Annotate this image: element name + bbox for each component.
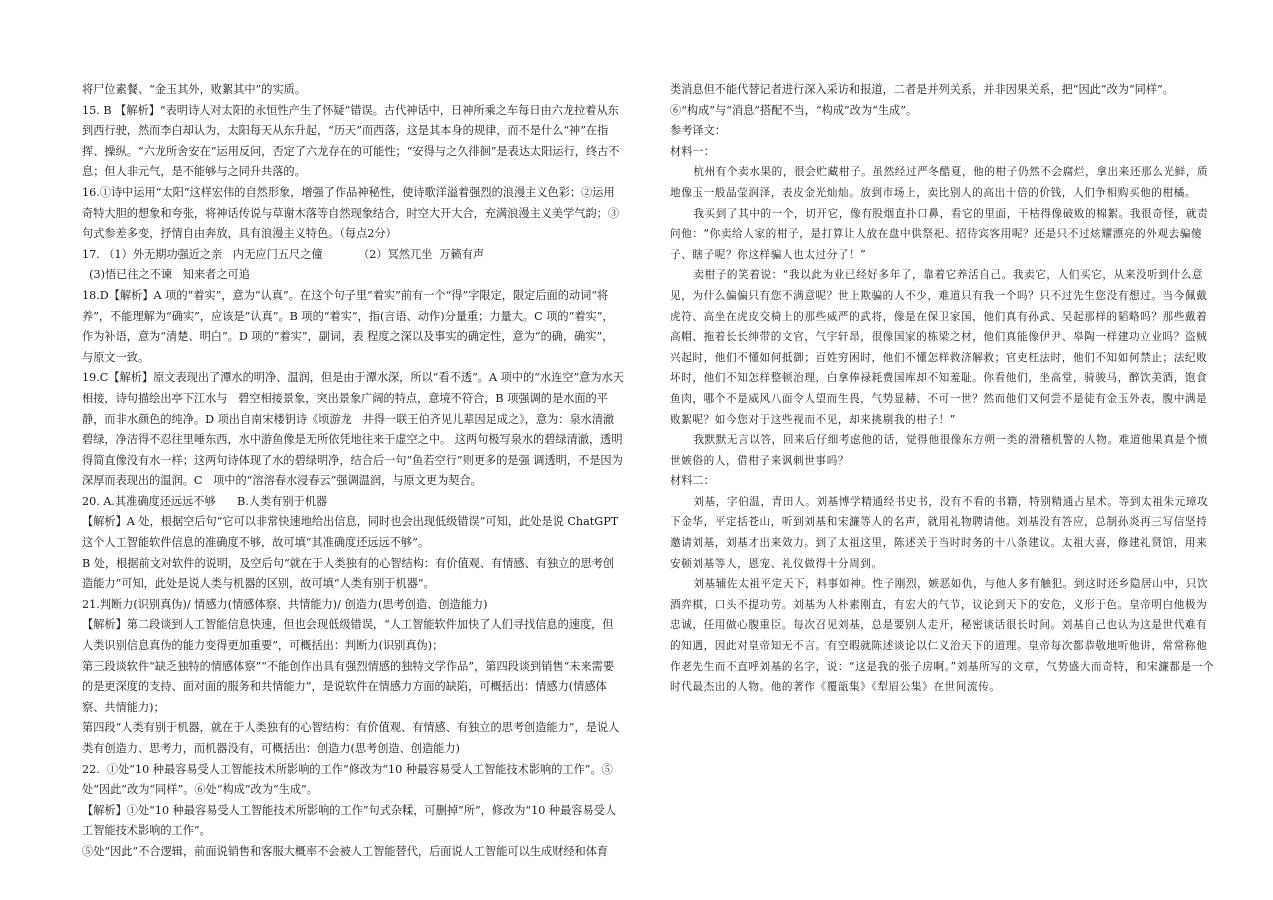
answer-paragraph: (3)悟已往之不谏 知来者之可追: [82, 268, 250, 282]
answer-paragraph: 【解析】A 处，根据空后句“它可以非常快速地给出信息，同时也会出现低级错误”可知，此处是说 ChatGPT 这个人工智能软件信息的准确度不够，故可填“其准确度还远远不够”。: [82, 515, 622, 550]
answer-paragraph: 21.判断力(识别真伪)/ 情感力(情感体察、共情能力)/ 创造力(思考创造、创造能力): [82, 597, 488, 611]
left-column: [82, 80, 624, 863]
answer-paragraph: 第四段“人类有别于机器，就在于人类独有的心智结构：有价值观、有情感、有独立的思考创造能力”，是说人类有创造力、思考力，而机器没有，可概括出：创造力(思考创造、创造能力): [82, 721, 620, 755]
answer-paragraph: 18.D【解析】A 项的“着实”，意为“认真”。在这个句子里“着实”前有一个“得”字限定，限定后面的动词“将养”，不能理解为“确实”，应该是“认真”。B 项的“着实”，指(言语、动作)分量重；力量大。C 项的“着实”，作为补语，意为“清楚、明白”。D 项的“着实”，副词，表 程度之深以及事实的确定性，意为“的确，确实”，与原文一致。: [82, 288, 614, 364]
answer-paragraph: 将尸位素餐、“金玉其外，败絮其中”的实质。: [82, 83, 307, 96]
translation-paragraph: 我买到了其中的一个，切开它，像有股烟直扑口鼻，看它的里面，干枯得像破败的棉絮。我很奇怪，就责问他：“你卖给人家的柑子，是打算让人放在盘中供祭祀、招待宾客用呢？还是只不过炫耀漂亮的外观去骗傻子、瞎子呢？你这样骗人也太过分了！”: [670, 207, 1209, 261]
answer-paragraph: 15. B 【解析】“表明诗人对太阳的永恒性产生了怀疑”错误。古代神话中，日神所乘之车每日由六龙拉着从东到西行驶，然而李白却认为，太阳每天从东升起，“历天”而西落，这是其本身的规律，而不是什么“神”在指挥、操纵。“六龙所舍安在”运用反问，否定了六龙存在的可能性；“安得与之久徘徊”是表达太阳运行，终古不息；但人非元气，是不能够与之同升共落的。: [82, 103, 620, 179]
answer-paragraph: 【解析】①处“10 种最容易受人工智能技术所影响的工作”句式杂糅，可删掉“所”，修改为“10 种最容易受人工智能技术影响的工作”。: [82, 803, 617, 838]
material-heading: 材料二：: [670, 474, 715, 488]
translation-paragraph: 杭州有个卖水果的，很会贮藏柑子。虽然经过严冬酷夏，他的柑子仍然不会腐烂，拿出来还那么光鲜，质地像玉一般晶莹润泽，表皮金光灿灿。放到市场上，卖比别人的高出十倍的价钱，人们争相购买他的柑橘。: [670, 166, 1209, 199]
answer-paragraph: B 处，根据前文对软件的说明，及空后句“就在于人类独有的心智结构：有价值观、有情感、有独立的思考创造能力”可知，此处是说人类与机器的区别，故可填“人类有别于机器”。: [82, 556, 615, 591]
answer-paragraph: 【解析】第二段谈到人工智能信息快速，但也会现低级错误，“人工智能软件加快了人们寻找信息的速度，但人类识别信息真伪的能力变得更加重要”，可概括出：判断力(识别真伪)；: [82, 618, 614, 653]
answer-paragraph: 16.①诗中运用“太阳”这样宏伟的自然形象，增强了作品神秘性，使诗歌洋溢着强烈的浪漫主义色彩；②运用奇特大胆的想象和夸张，将神话传说与草谢木落等自然现象结合，时空大开大合，充满浪漫主义美学气韵；③句式参差多变，抒情自由奔放，具有浪漫主义特色。（每点2分）: [82, 185, 620, 241]
translation-paragraph: 我默默无言以答，回来后仔细考虑他的话，觉得他很像东方朔一类的滑稽机警的人物。难道他果真是个愤世嫉俗的人，借柑子来讽刺世事吗？: [670, 434, 1209, 467]
translation-paragraph: 刘基，字伯温，青田人。刘基博学精通经书史书，没有不看的书籍，特别精通占星术。等到太祖朱元璋攻下金华，平定括苍山，听到刘基和宋濂等人的名声，就用礼物聘请他。刘基没有答应，总制孙炎再三写信坚持邀请刘基，刘基才出来效力。到了太祖这里，陈述关于当时时务的十八条建议。太祖大喜，修建礼贤馆，用来安顿刘基等人，恩宠、礼仪做得十分周到。: [670, 495, 1209, 570]
answer-paragraph: 类消息但不能代替记者进行深入采访和报道，二者是并列关系，并非因果关系，把“因此”改为“同样”。: [670, 83, 1174, 96]
answer-paragraph: 19.C【解析】原文表现出了潭水的明净、温润，但是由于潭水深，所以“看不透”。A 项中的“水连空”意为水天相接，诗句描绘出亭下江水与 碧空相接景象，突出景象广阔的特点，意境不符合，B 项强调的是水面的平静，而非水颜色的纯净。D 项出自南宋楼钥诗《顷游龙 井得一联王伯齐见儿辈因足成之》，意为：泉水清澈碧绿，净洁得不忍往里唾东西，水中游鱼像是无所依凭地往来于虚空之中。 这两句极写泉水的碧绿清澈，透明得简直像没有水一样；这两句诗体现了水的碧绿明净，结合后一句“鱼若空行”则更多的是强 调透明，不是因为深厚而表现出的温润。C 项中的“溶溶春水浸春云”强调温润，与原文更为契合。: [82, 371, 624, 488]
translation-paragraph: 卖柑子的笑着说：“我以此为业已经好多年了，靠着它养活自己。我卖它，人们买它，从来没听到什么意见，为什么偏偏只有您不满意呢？世上欺骗的人不少，难道只有我一个吗？只不过先生您没有想过。当今佩戴虎符、高坐在虎皮交椅上的那些威严的武将，像是在保卫家国，他们真有孙武、吴起那样的韬略吗？那些戴着高帽、拖着长长绅带的文官，气宇轩昂，很像国家的栋梁之材，他们真能像伊尹、皋陶一样建功立业吗？盗贼兴起时，他们不懂如何抵御；百姓穷困时，他们不懂怎样救济解救；官吏枉法时，他们不知如何禁止；法纪败坏时，他们不知怎样整顿治理，白拿俸禄耗费国库却不知羞耻。你看他们，坐高堂，骑骏马，醉饮美酒，饱食鱼肉，哪个不是威风八面令人望而生畏，气势显赫、不可一世？然而他们又何尝不是徒有金玉外表，腹中满是败絮呢？如今您对于这些视而不见，却来挑剔我的柑子！”: [670, 269, 1208, 426]
right-column: [670, 80, 1218, 698]
answer-paragraph: ⑥“构成”与“消息”搭配不当，“构成”改为“生成”。: [670, 103, 918, 117]
section-heading: 参考译文：: [670, 124, 726, 138]
answer-paragraph: 第三段谈软件“缺乏独特的情感体察”“不能创作出具有强烈情感的独特文学作品”，第四段谈到销售“未来需要的是更深度的支持、面对面的服务和共情能力”，是说软件在情感力方面的缺陷，可概括出：情感力(情感体察、共情能力)；: [82, 659, 615, 714]
answer-paragraph: 20. A.其准确度还远远不够 B.人类有别于机器: [82, 494, 328, 508]
material-heading: 材料一：: [670, 144, 715, 158]
translation-paragraph: 刘基辅佐太祖平定天下，料事如神。性子刚烈，嫉恶如仇，与他人多有触犯。到这时还乡隐居山中，只饮酒弈棋，口头不提功劳。刘基为人朴素刚直，有宏大的气节，议论到天下的安危，义形于色。皇帝明白他极为忠诚，任用做心腹重臣。每次召见刘基，总是要别人走开，秘密谈话很长时间。刘基自己也认为这是世代难有的知遇，因此对皇帝知无不言。有空暇就陈述谈论以仁义治天下的道理。皇帝每次都恭敬地听他讲，常常称他作老先生而不直呼刘基的名字，说：“这是我的张子房啊。”刘基所写的文章，气势盛大而奇特，和宋濂都是一个时代最杰出的人物。他的著作《覆瓿集》《犁眉公集》在世间流传。: [670, 578, 1215, 694]
answer-paragraph: 17. （1）外无期功强近之亲 内无应门五尺之僮 （2）冥然兀坐 万籁有声: [82, 247, 485, 261]
answer-paragraph: 22. ①处“10 种最容易受人工智能技术所影响的工作”修改为“10 种最容易受人工智能技术影响的工作”。⑤处“因此”改为“同样”。⑥处“构成”改为“生成”。: [82, 762, 613, 797]
answer-paragraph: ⑤处“因此”不合逻辑，前面说销售和客服大概率不会被人工智能替代，后面说人工智能可以生成财经和体育: [82, 844, 609, 858]
